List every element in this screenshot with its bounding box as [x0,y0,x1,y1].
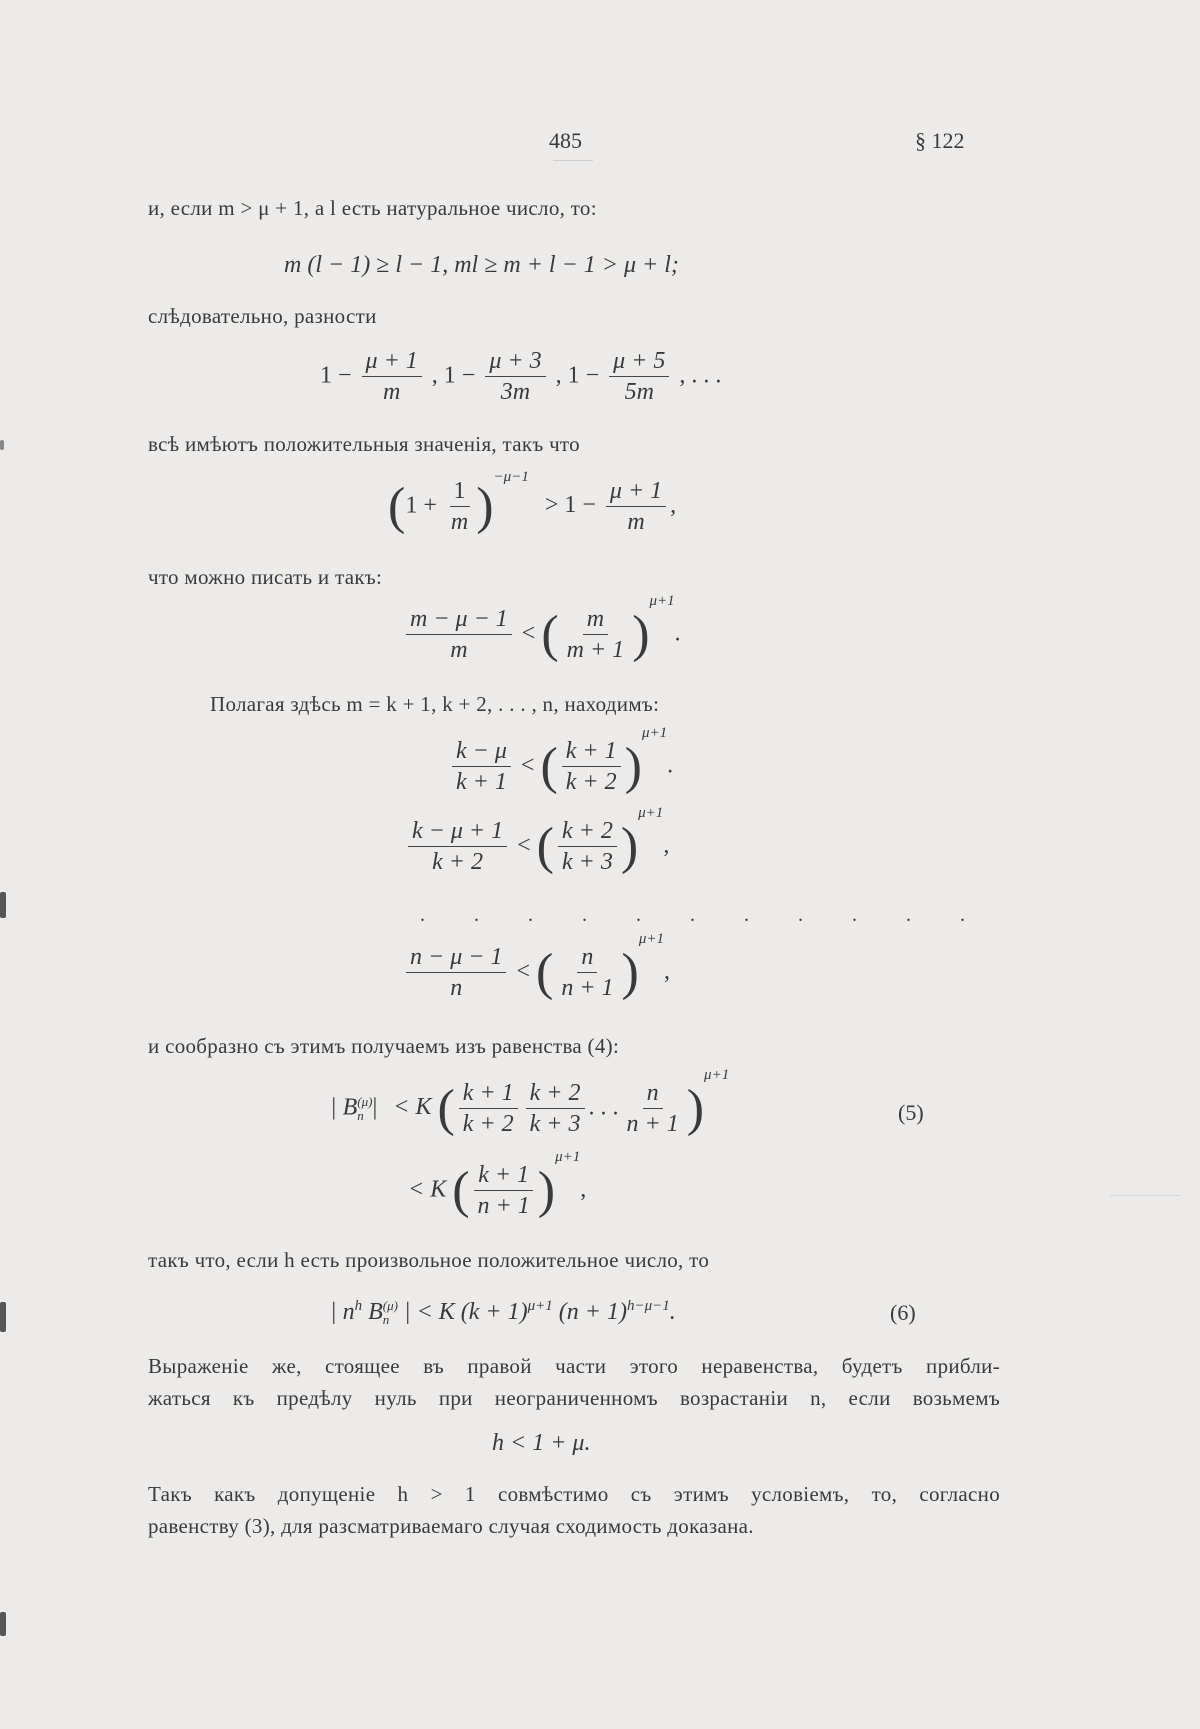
eq5b-relation: < K [408,1176,447,1203]
row3-exponent: μ+1 [638,931,664,948]
eq4-denominator: m [450,637,468,664]
row3-right-paren: ) [621,943,639,1001]
eq5b-numerator: k + 1 [474,1162,533,1191]
row3-right-denominator: n + 1 [561,975,614,1002]
eq4-right-numerator: m [583,606,608,635]
eq2-numerator-1: μ + 1 [362,348,422,377]
row1-numerator: k − μ [452,738,511,767]
header-rule [553,160,593,161]
eq5-fraction-3 [623,1080,683,1138]
eq4-tail: . [674,620,681,647]
eq3-tail: , [670,492,677,519]
eq5-lhs-subscript: n [357,1107,364,1123]
eq4-exponent: μ+1 [649,593,675,610]
row3-tail: , [664,958,670,985]
eq6-rest: | < K (k + 1) [397,1299,528,1325]
equation-6 [330,1298,676,1328]
eq6-exponent-1: μ+1 [527,1298,553,1314]
row2-left-paren: ( [536,817,554,875]
eq2-lead-3: , 1 − [555,362,600,389]
row2-right-numerator: k + 2 [558,818,617,847]
eq2-numerator-2: μ + 3 [485,348,545,377]
row2-fraction [408,818,507,876]
text-line-3: всѣ имѣютъ положительныя значенія, такъ что [148,432,580,456]
eq5-exponent: μ+1 [704,1067,730,1084]
eq2-fraction-2 [485,348,545,406]
row2-numerator: k − μ + 1 [408,818,507,847]
eq4-left-paren: ( [541,605,559,663]
row1-right-fraction [562,738,621,796]
eq6-b-superscript: (μ) [382,1298,398,1314]
eq5-lhs-superscript: (μ) [357,1093,373,1109]
eq3-right-numerator: μ + 1 [606,478,666,507]
eq6-start: | n [330,1299,355,1325]
eq3-lead: 1 + [405,492,437,519]
margin-mark-3 [0,1302,6,1332]
equation-7: h < 1 + μ. [492,1430,591,1456]
row3-numerator: n − μ − 1 [406,944,506,973]
row1-right-paren: ) [624,737,642,795]
eq3-fraction [447,478,472,536]
eq6-tail: . [669,1299,676,1325]
eq3-numerator: 1 [450,478,470,507]
row3-left-paren: ( [535,943,554,1001]
row1-tail: . [667,752,674,779]
eq5-lhs-close: | [372,1094,378,1121]
row2-right-denominator: k + 3 [561,849,613,876]
eq6-h-exponent: h [354,1298,363,1314]
row2-denominator: k + 2 [432,849,483,876]
row3-right-fraction [557,944,617,1002]
eq5-dots: . . . [588,1094,619,1121]
eq6-b-subscript: n [382,1312,390,1328]
eq2-denominator-3: 5m [624,379,654,406]
equation-5-label: (5) [898,1100,924,1125]
eq3-middle: > 1 − [544,492,596,519]
equation-1: m (l − 1) ≥ l − 1, ml ≥ m + l − 1 > μ + l; [284,252,679,278]
ellipsis-row: . . . . . . . . . . . [420,904,987,926]
eq2-fraction-1 [362,348,422,406]
eq6-b: B [362,1299,383,1325]
text-line-2: слѣдовательно, разности [148,304,377,328]
eq3-right-denominator: m [627,509,645,536]
eq5b-left-paren: ( [452,1161,470,1219]
eq5-fraction-2 [526,1080,585,1138]
eq5-denominator-3: n + 1 [626,1111,679,1138]
row1-right-numerator: k + 1 [562,738,621,767]
text-line-4: что можно писать и такъ: [148,565,383,589]
eq5-relation: < K [393,1094,432,1121]
text-line-7: такъ что, если h есть произвольное положительное число, то [148,1248,710,1272]
right-edge-mark [1110,1195,1180,1196]
row3-fraction [406,944,506,1002]
row2-right-fraction [558,818,617,876]
paragraph-2-line-2: равенству (3), для разсматриваемаго случая сходимость доказана. [148,1514,754,1538]
eq5-lhs: | B [330,1094,358,1121]
text-line-6: и сообразно съ этимъ получаемъ изъ равенства (4): [148,1034,620,1058]
row1-relation: < [520,752,535,779]
eq5-denominator-1: k + 2 [462,1111,514,1138]
eq5-fraction-1 [459,1080,518,1138]
eq6-exponent-2: h−μ−1 [626,1298,670,1314]
eq2-lead-2: , 1 − [431,362,476,389]
equation-2 [320,348,721,406]
eq5b-right-paren: ) [537,1161,556,1219]
eq5-numerator-3: n [643,1080,663,1109]
row1-fraction [452,738,511,796]
eq5-numerator-2: k + 2 [526,1080,585,1109]
paragraph-2-line-1: Такъ какъ допущеніе h > 1 совмѣстимо съ этимъ условіемъ, то, согласно [148,1482,1000,1506]
row2-relation: < [517,832,531,859]
margin-mark-4 [0,1612,6,1636]
eq2-numerator-3: μ + 5 [609,348,669,377]
eq3-denominator: m [450,509,469,536]
row1-denominator: k + 1 [456,769,507,796]
eq2-denominator-2: 3m [500,379,531,406]
eq6-rest-2: (n + 1) [552,1299,627,1325]
eq5b-fraction [474,1162,534,1220]
eq5-left-paren: ( [437,1079,455,1137]
eq3-right-fraction [606,478,666,536]
row2-tail: , [663,832,670,859]
row3-relation: < [516,958,530,985]
row1-right-denominator: k + 2 [565,769,617,796]
margin-mark-1 [0,440,4,450]
eq3-exponent: −μ−1 [493,469,529,486]
margin-mark-2 [0,892,6,918]
paragraph-1-line-1: Выраженіе же, стоящее въ правой части этого неравенства, будетъ прибли- [148,1354,1000,1378]
page-number: 485 [549,128,582,153]
paragraph-1-line-2: жаться къ предѣлу нуль при неограниченномъ возрастаніи n, если возьмемъ [148,1386,1000,1410]
eq2-fraction-3 [609,348,669,406]
row2-right-paren: ) [620,817,639,875]
text-line-5: Полагая здѣсь m = k + 1, k + 2, . . . , n, находимъ: [210,692,660,716]
eq4-numerator: m − μ − 1 [406,606,512,635]
eq2-tail: , . . . [679,362,722,389]
eq4-right-fraction [563,606,629,664]
eq3-left-paren: ( [388,477,406,535]
row1-left-paren: ( [540,737,558,795]
row3-denominator: n [450,975,463,1002]
eq2-lead-1: 1 − [320,362,352,389]
eq2-denominator-1: m [383,379,401,406]
text-line-1: и, если m > μ + 1, а l есть натуральное число, то: [148,196,597,220]
equation-6-label: (6) [890,1300,916,1325]
eq5-numerator-1: k + 1 [459,1080,518,1109]
row3-right-numerator: n [577,944,597,973]
row2-exponent: μ+1 [638,805,664,822]
section-number: § 122 [915,128,965,153]
eq3-right-paren: ) [476,477,494,535]
eq4-right-paren: ) [632,605,650,663]
eq5b-exponent: μ+1 [555,1149,581,1166]
eq5b-tail: , [580,1176,587,1203]
eq5-right-paren: ) [686,1079,705,1137]
eq5b-denominator: n + 1 [477,1193,530,1220]
eq4-fraction [406,606,512,664]
eq4-relation: < [521,620,536,647]
eq4-right-denominator: m + 1 [566,637,625,664]
eq5-denominator-2: k + 3 [529,1111,581,1138]
row1-exponent: μ+1 [641,725,668,742]
